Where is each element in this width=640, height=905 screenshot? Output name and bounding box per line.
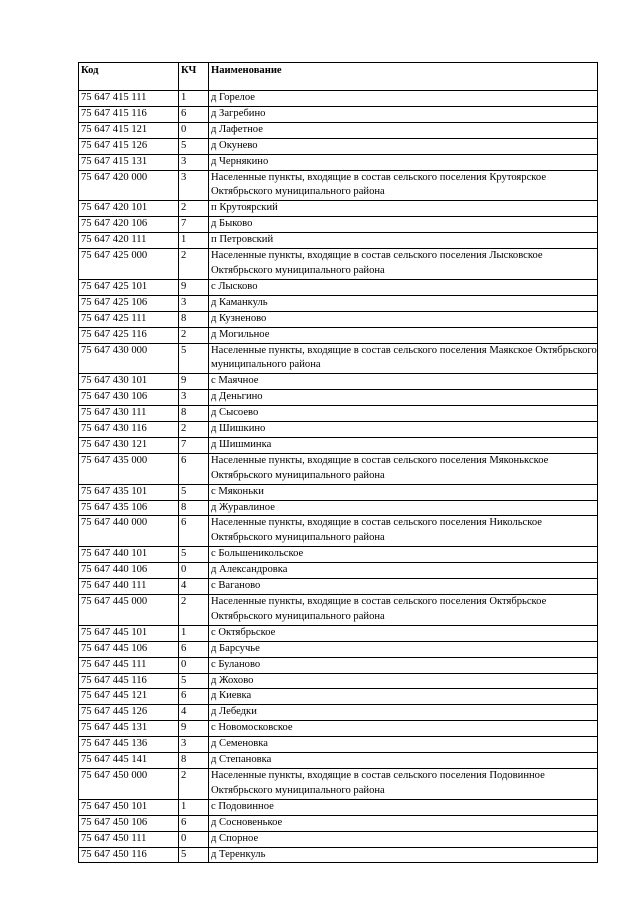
table-row — [79, 437, 598, 453]
cell-code: 75 647 415 116 — [79, 106, 179, 122]
cell-kch: 2 — [179, 768, 209, 799]
cell-name: д Шишминка — [209, 437, 598, 453]
cell-name: д Теренкуль — [209, 847, 598, 863]
table-row — [79, 595, 598, 626]
table-row — [79, 799, 598, 815]
table-row — [79, 737, 598, 753]
cell-code: 75 647 445 116 — [79, 673, 179, 689]
table-row — [79, 217, 598, 233]
table-row — [79, 625, 598, 641]
cell-code: 75 647 435 000 — [79, 453, 179, 484]
cell-name: д Деньгино — [209, 390, 598, 406]
table-row — [79, 673, 598, 689]
cell-name: д Каманкуль — [209, 295, 598, 311]
cell-name: д Спорное — [209, 831, 598, 847]
table-row — [79, 91, 598, 107]
table-row — [79, 390, 598, 406]
cell-kch: 2 — [179, 327, 209, 343]
cell-name: с Новомосковское — [209, 721, 598, 737]
cell-kch: 2 — [179, 422, 209, 438]
cell-kch: 5 — [179, 847, 209, 863]
cell-kch: 0 — [179, 122, 209, 138]
cell-kch: 1 — [179, 625, 209, 641]
cell-code: 75 647 425 101 — [79, 279, 179, 295]
cell-name: д Могильное — [209, 327, 598, 343]
cell-name: д Быково — [209, 217, 598, 233]
cell-code: 75 647 445 121 — [79, 689, 179, 705]
cell-name: д Чернякино — [209, 154, 598, 170]
cell-name: Населенные пункты, входящие в состав сельского поселения Мяконькское Октябрьского муниципального района — [209, 453, 598, 484]
table-row — [79, 484, 598, 500]
cell-name: д Степановка — [209, 753, 598, 769]
table-row — [79, 327, 598, 343]
cell-code: 75 647 420 111 — [79, 233, 179, 249]
table-row — [79, 201, 598, 217]
cell-code: 75 647 425 106 — [79, 295, 179, 311]
cell-kch: 6 — [179, 106, 209, 122]
cell-kch: 5 — [179, 138, 209, 154]
cell-code: 75 647 435 101 — [79, 484, 179, 500]
cell-name: с Лысково — [209, 279, 598, 295]
cell-kch: 8 — [179, 406, 209, 422]
cell-code: 75 647 425 000 — [79, 249, 179, 280]
cell-kch: 9 — [179, 279, 209, 295]
table-row — [79, 500, 598, 516]
cell-name: д Кузненово — [209, 311, 598, 327]
cell-name: д Александровка — [209, 563, 598, 579]
table-row — [79, 641, 598, 657]
cell-code: 75 647 415 131 — [79, 154, 179, 170]
cell-kch: 5 — [179, 547, 209, 563]
cell-kch: 9 — [179, 374, 209, 390]
cell-code: 75 647 445 126 — [79, 705, 179, 721]
cell-code: 75 647 440 106 — [79, 563, 179, 579]
cell-name: д Семеновка — [209, 737, 598, 753]
cell-kch: 8 — [179, 311, 209, 327]
header-name: Наименование — [209, 63, 598, 91]
cell-kch: 0 — [179, 657, 209, 673]
table-body — [79, 91, 598, 863]
cell-kch: 1 — [179, 799, 209, 815]
cell-name: Населенные пункты, входящие в состав сельского поселения Октябрьское Октябрьского муниципального района — [209, 595, 598, 626]
cell-name: д Журавлиное — [209, 500, 598, 516]
cell-code: 75 647 450 000 — [79, 768, 179, 799]
table-row — [79, 815, 598, 831]
cell-code: 75 647 420 000 — [79, 170, 179, 201]
cell-kch: 6 — [179, 453, 209, 484]
cell-code: 75 647 430 116 — [79, 422, 179, 438]
table-row — [79, 406, 598, 422]
cell-name: д Сосновенькое — [209, 815, 598, 831]
cell-name: Населенные пункты, входящие в состав сельского поселения Маякское Октябрьского муниципального района — [209, 343, 598, 374]
cell-kch: 4 — [179, 705, 209, 721]
table-row — [79, 768, 598, 799]
table-row — [79, 279, 598, 295]
cell-name: д Барсучье — [209, 641, 598, 657]
cell-kch: 2 — [179, 201, 209, 217]
cell-name: д Лафетное — [209, 122, 598, 138]
cell-name: с Большеникольское — [209, 547, 598, 563]
cell-name: д Киевка — [209, 689, 598, 705]
cell-name: с Маячное — [209, 374, 598, 390]
table-row — [79, 657, 598, 673]
cell-code: 75 647 430 101 — [79, 374, 179, 390]
cell-code: 75 647 445 136 — [79, 737, 179, 753]
cell-kch: 6 — [179, 516, 209, 547]
cell-kch: 7 — [179, 437, 209, 453]
cell-code: 75 647 420 101 — [79, 201, 179, 217]
cell-code: 75 647 415 111 — [79, 91, 179, 107]
table-row — [79, 374, 598, 390]
cell-code: 75 647 430 106 — [79, 390, 179, 406]
cell-name: д Лебедки — [209, 705, 598, 721]
cell-code: 75 647 430 111 — [79, 406, 179, 422]
cell-code: 75 647 425 111 — [79, 311, 179, 327]
cell-kch: 3 — [179, 295, 209, 311]
cell-code: 75 647 420 106 — [79, 217, 179, 233]
cell-code: 75 647 445 000 — [79, 595, 179, 626]
cell-name: д Сысоево — [209, 406, 598, 422]
table-row — [79, 106, 598, 122]
cell-code: 75 647 445 111 — [79, 657, 179, 673]
table-row — [79, 154, 598, 170]
cell-kch: 6 — [179, 689, 209, 705]
cell-kch: 2 — [179, 249, 209, 280]
cell-kch: 5 — [179, 484, 209, 500]
table-row — [79, 249, 598, 280]
cell-name: Населенные пункты, входящие в состав сельского поселения Лысковское Октябрьского муниципального района — [209, 249, 598, 280]
table-row — [79, 721, 598, 737]
cell-kch: 7 — [179, 217, 209, 233]
table-row — [79, 311, 598, 327]
cell-name: д Шишкино — [209, 422, 598, 438]
cell-code: 75 647 440 111 — [79, 579, 179, 595]
cell-code: 75 647 445 141 — [79, 753, 179, 769]
table-row — [79, 453, 598, 484]
cell-kch: 9 — [179, 721, 209, 737]
table-row — [79, 516, 598, 547]
cell-kch: 8 — [179, 753, 209, 769]
cell-name: п Крутоярский — [209, 201, 598, 217]
cell-code: 75 647 435 106 — [79, 500, 179, 516]
table-row — [79, 705, 598, 721]
cell-code: 75 647 425 116 — [79, 327, 179, 343]
cell-name: с Октябрьское — [209, 625, 598, 641]
cell-kch: 6 — [179, 641, 209, 657]
cell-name: д Загребино — [209, 106, 598, 122]
cell-name: Населенные пункты, входящие в состав сельского поселения Подовинное Октябрьского муниципального района — [209, 768, 598, 799]
cell-kch: 3 — [179, 737, 209, 753]
cell-code: 75 647 445 131 — [79, 721, 179, 737]
cell-code: 75 647 430 000 — [79, 343, 179, 374]
table-row — [79, 689, 598, 705]
okato-table — [78, 62, 598, 863]
cell-kch: 3 — [179, 390, 209, 406]
cell-name: Населенные пункты, входящие в состав сельского поселения Никольское Октябрьского муниципального района — [209, 516, 598, 547]
cell-kch: 3 — [179, 154, 209, 170]
table-row — [79, 753, 598, 769]
table-header-row — [79, 63, 598, 91]
table-row — [79, 831, 598, 847]
table-row — [79, 422, 598, 438]
cell-kch: 1 — [179, 91, 209, 107]
table-row — [79, 847, 598, 863]
cell-code: 75 647 445 101 — [79, 625, 179, 641]
cell-kch: 3 — [179, 170, 209, 201]
cell-name: д Жохово — [209, 673, 598, 689]
cell-kch: 5 — [179, 343, 209, 374]
table-row — [79, 170, 598, 201]
cell-code: 75 647 450 116 — [79, 847, 179, 863]
cell-kch: 0 — [179, 563, 209, 579]
cell-kch: 4 — [179, 579, 209, 595]
table-row — [79, 579, 598, 595]
cell-name: д Горелое — [209, 91, 598, 107]
cell-code: 75 647 450 106 — [79, 815, 179, 831]
cell-name: Населенные пункты, входящие в состав сельского поселения Крутоярское Октябрьского муниципального района — [209, 170, 598, 201]
cell-kch: 1 — [179, 233, 209, 249]
header-kch: КЧ — [179, 63, 209, 91]
table-row — [79, 122, 598, 138]
cell-name: с Подовинное — [209, 799, 598, 815]
cell-code: 75 647 440 000 — [79, 516, 179, 547]
table-row — [79, 547, 598, 563]
cell-name: с Ваганово — [209, 579, 598, 595]
cell-code: 75 647 450 111 — [79, 831, 179, 847]
cell-name: д Окунево — [209, 138, 598, 154]
cell-kch: 5 — [179, 673, 209, 689]
cell-code: 75 647 430 121 — [79, 437, 179, 453]
cell-code: 75 647 450 101 — [79, 799, 179, 815]
cell-code: 75 647 440 101 — [79, 547, 179, 563]
cell-code: 75 647 415 126 — [79, 138, 179, 154]
cell-kch: 2 — [179, 595, 209, 626]
cell-name: с Мяконьки — [209, 484, 598, 500]
document-page — [78, 62, 597, 863]
table-row — [79, 563, 598, 579]
table-row — [79, 343, 598, 374]
table-row — [79, 295, 598, 311]
cell-name: с Буланово — [209, 657, 598, 673]
cell-kch: 6 — [179, 815, 209, 831]
cell-kch: 8 — [179, 500, 209, 516]
cell-name: п Петровский — [209, 233, 598, 249]
table-row — [79, 138, 598, 154]
cell-code: 75 647 445 106 — [79, 641, 179, 657]
cell-code: 75 647 415 121 — [79, 122, 179, 138]
header-code: Код — [79, 63, 179, 91]
table-row — [79, 233, 598, 249]
cell-kch: 0 — [179, 831, 209, 847]
